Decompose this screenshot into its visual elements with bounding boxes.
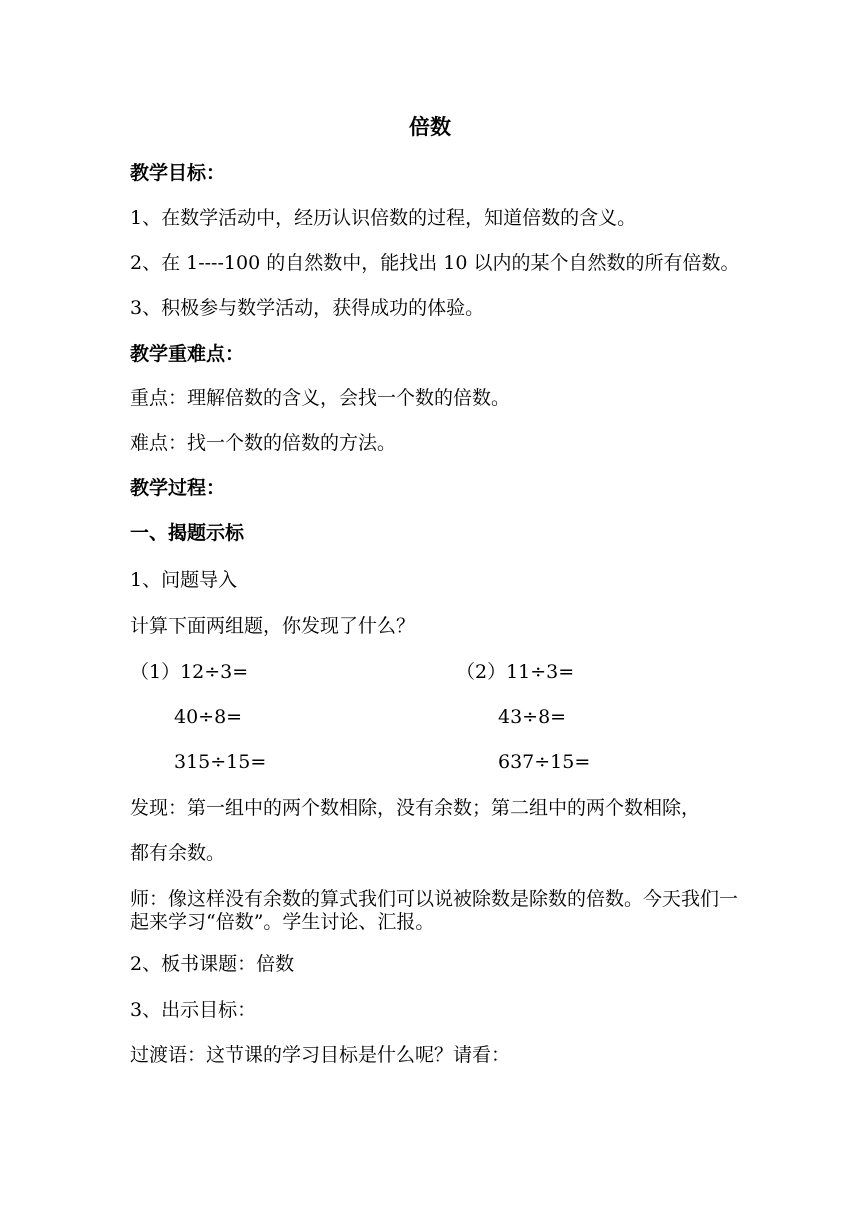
transition-text: 过渡语：这节课的学习目标是什么呢？请看： xyxy=(130,1044,511,1066)
objective-item-1: 1、在数学活动中，经历认识倍数的过程，知道倍数的含义。 xyxy=(130,207,637,229)
key-point: 重点：理解倍数的含义，会找一个数的倍数。 xyxy=(130,387,511,409)
group2-expr-2: 43÷8= xyxy=(498,706,567,728)
step-2: 2、板书课题：倍数 xyxy=(130,953,295,975)
step-3: 3、出示目标： xyxy=(130,999,257,1021)
key-points-heading: 教学重难点： xyxy=(130,343,245,365)
teacher-paragraph: 师：像这样没有余数的算式我们可以说被除数是除数的倍数。今天我们一起来学习“倍数”。学生讨论、汇报。 xyxy=(130,888,739,933)
section-heading-1: 一、揭题示标 xyxy=(130,522,245,544)
step-1: 1、问题导入 xyxy=(130,569,238,591)
group2-expr-1: （2）11÷3= xyxy=(456,661,575,683)
finding-line-1: 发现：第一组中的两个数相除，没有余数；第二组中的两个数相除， xyxy=(130,797,701,819)
group1-expr-1: （1）12÷3= xyxy=(130,661,249,683)
group1-expr-3: 315÷15= xyxy=(174,751,267,773)
page-title: 倍数 xyxy=(409,114,451,139)
objective-item-3: 3、积极参与数学活动，获得成功的体验。 xyxy=(130,297,485,319)
question-text: 计算下面两组题，你发现了什么？ xyxy=(130,615,416,637)
difficult-point: 难点：找一个数的倍数的方法。 xyxy=(130,432,397,454)
objective-item-2: 2、在 1----100 的自然数中，能找出 10 以内的某个自然数的所有倍数。 xyxy=(130,252,740,274)
group1-expr-2: 40÷8= xyxy=(174,706,243,728)
objectives-heading: 教学目标： xyxy=(130,162,226,184)
group2-expr-3: 637÷15= xyxy=(498,751,591,773)
finding-line-2: 都有余数。 xyxy=(130,842,226,864)
process-heading: 教学过程： xyxy=(130,477,226,499)
